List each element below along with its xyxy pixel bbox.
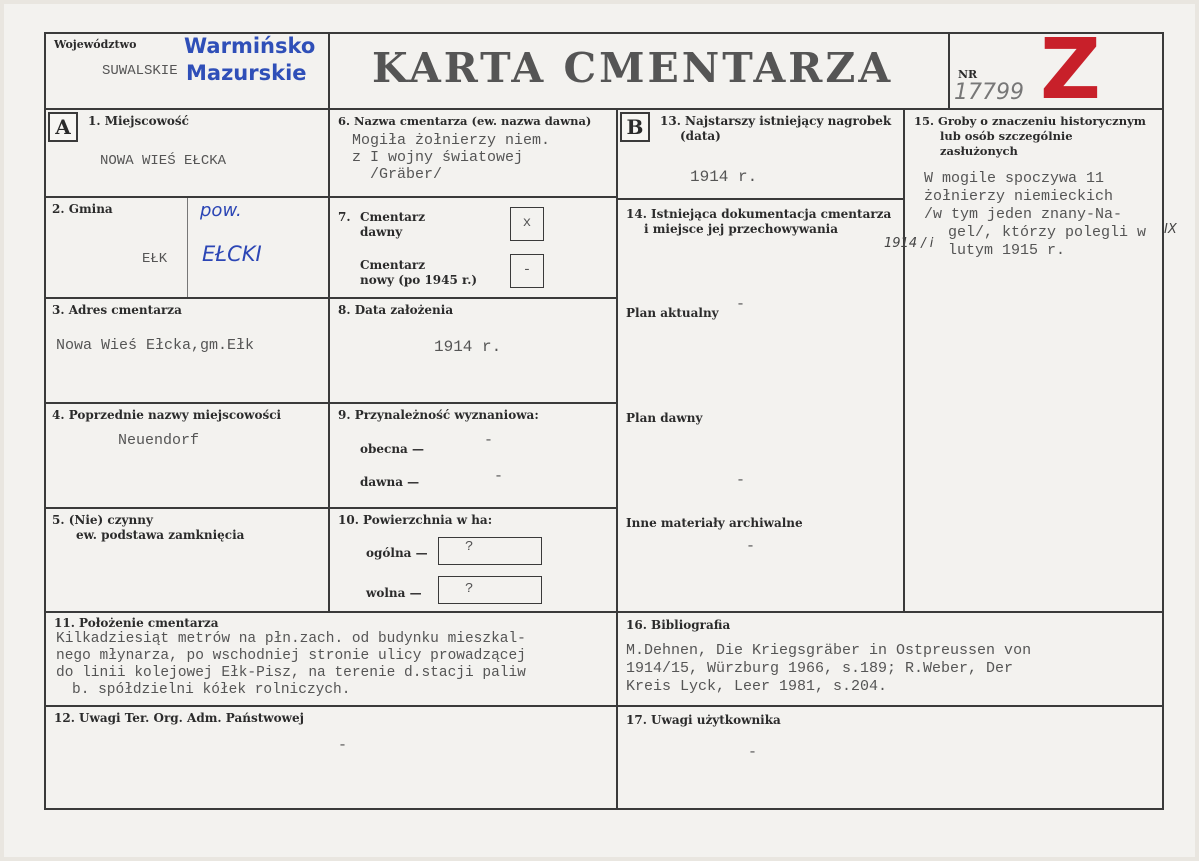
field-11-line-1: Kilkadziesiąt metrów na płn.zach. od budynku mieszkal- — [56, 631, 526, 647]
field-15-line-1: W mogile spoczywa 11 — [924, 170, 1105, 187]
field-9-former-value: - — [494, 468, 504, 485]
field-9-label: 9. Przynależność wyznaniowa: — [338, 408, 539, 422]
cemetery-card — [4, 4, 1195, 857]
field-13-label-line-1: 13. Najstarszy istniejący nagrobek — [660, 114, 892, 128]
field-8-label: 8. Data założenia — [338, 303, 454, 317]
field-2-hand-value: EŁCKI — [202, 242, 262, 266]
field-7-old-line-1: Cmentarz — [360, 210, 426, 224]
field-14-plan-current: Plan aktualny — [626, 306, 719, 320]
field-14-label-line-2: i miejsce jej przechowywania — [644, 222, 839, 236]
field-10-free-label: wolna — — [366, 586, 422, 600]
field-3-label: 3. Adres cmentarza — [52, 303, 182, 317]
field-4-label: 4. Poprzednie nazwy miejscowości — [52, 408, 282, 422]
field-7-new-line-2: nowy (po 1945 r.) — [360, 273, 478, 287]
field-9-former-label: dawna — — [360, 475, 420, 489]
field-7-label: 7. — [338, 210, 351, 224]
header-divider-left — [328, 32, 330, 108]
card-title: KARTA CMENTARZA — [372, 44, 894, 92]
nr-label: NR — [958, 68, 978, 81]
field-14-other: Inne materiały archiwalne — [626, 516, 803, 530]
field-10-free-box: ? — [438, 576, 542, 604]
field-7-old-line-2: dawny — [360, 225, 403, 239]
field-11-label: 11. Położenie cmentarza — [54, 616, 219, 630]
field-12-label: 12. Uwagi Ter. Org. Adm. Państwowej — [54, 711, 304, 725]
field-5-label-line-1: 5. (Nie) czynny — [52, 513, 153, 527]
voivodeship-typed: SUWALSKIE — [102, 63, 178, 79]
field-2-label: 2. Gmina — [52, 202, 113, 216]
field-5-label-line-2: ew. podstawa zamknięcia — [76, 528, 245, 542]
field-7-new-checkbox: - — [510, 254, 544, 288]
section-a-box: A — [48, 112, 78, 142]
field-2-divider — [187, 198, 188, 297]
field-13-label-line-2: (data) — [680, 129, 721, 143]
field-1-value: NOWA WIEŚ EŁCKA — [100, 153, 227, 169]
stamp-line-1: Warmińsko — [184, 34, 316, 58]
field-9-current-label: obecna — — [360, 442, 425, 456]
field-15-line-2: żołnierzy niemieckich — [924, 188, 1114, 205]
field-14-other-value: - — [746, 538, 756, 555]
section-b-box: B — [620, 112, 650, 142]
row3-divider — [44, 402, 616, 404]
red-z-mark: Z — [1040, 20, 1101, 118]
field-2-value: EŁK — [142, 251, 168, 267]
field-6-line-3: /Gräber/ — [370, 166, 443, 183]
field-15-label-line-1: 15. Groby o znaczeniu historycznym — [914, 114, 1146, 128]
field-17-label: 17. Uwagi użytkownika — [626, 713, 781, 727]
field-6-line-2: z I wojny światowej — [352, 149, 524, 166]
field-10-total-label: ogólna — — [366, 546, 428, 560]
voivodeship-label: Województwo — [54, 38, 137, 51]
field-15-line-3: /w tym jeden znany-Na- — [924, 206, 1123, 223]
field-15-line-4: gel/, którzy polegli w — [948, 224, 1147, 241]
field-15-label-line-3: zasłużonych — [940, 144, 1018, 158]
field-4-value: Neuendorf — [118, 432, 200, 449]
field-10-total-box: ? — [438, 537, 542, 565]
field-11-line-4: b. spółdzielni kółek rolniczych. — [72, 682, 351, 698]
field-2-hand-pow: pow. — [200, 200, 242, 221]
field-14-plan-current-value: - — [736, 296, 746, 313]
header-divider — [44, 108, 1164, 110]
row5-divider — [44, 611, 1164, 613]
field-8-value: 1914 r. — [434, 338, 502, 356]
field-1-label: 1. Miejscowość — [88, 114, 189, 128]
field-11-line-3: do linii kolejowej Ełk-Pisz, na terenie d.stacji paliw — [56, 665, 526, 681]
field-14-plan-former: Plan dawny — [626, 411, 703, 425]
stamp-line-2: Mazurskie — [186, 61, 307, 85]
field-16-line-2: 1914/15, Würzburg 1966, s.189; R.Weber, Der — [626, 660, 1014, 677]
field-16-line-3: Kreis Lyck, Leer 1981, s.204. — [626, 678, 888, 695]
field-11-line-2: nego młynarza, po wschodniej stronie ulicy prowadzącej — [56, 648, 526, 664]
row1-divider-left — [44, 196, 616, 198]
field-15-margin-roman: IX — [1164, 222, 1177, 237]
field-15-margin-note: 1914 / i — [884, 236, 934, 251]
row6-divider — [44, 705, 1164, 707]
field-15-label-line-2: lub osób szczególnie — [940, 129, 1073, 143]
field-14-label-line-1: 14. Istniejąca dokumentacja cmentarza — [626, 207, 892, 221]
col-divider-3 — [903, 108, 905, 611]
row1-divider-b — [616, 198, 904, 200]
nr-value: 17799 — [954, 80, 1024, 105]
field-6-line-1: Mogiła żołnierzy niem. — [352, 132, 551, 149]
col-divider-2 — [616, 108, 618, 810]
field-7-old-checkbox: x — [510, 207, 544, 241]
field-9-current-value: - — [484, 432, 494, 449]
field-12-value: - — [338, 737, 348, 754]
field-17-value: - — [748, 744, 758, 761]
col-divider-1 — [328, 108, 330, 611]
field-6-label: 6. Nazwa cmentarza (ew. nazwa dawna) — [338, 114, 592, 128]
field-16-line-1: M.Dehnen, Die Kriegsgräber in Ostpreussen von — [626, 642, 1032, 659]
row4-divider — [44, 507, 616, 509]
row2-divider — [44, 297, 616, 299]
field-16-label: 16. Bibliografia — [626, 618, 731, 632]
field-15-line-5: lutym 1915 r. — [948, 242, 1066, 259]
field-3-value: Nowa Wieś Ełcka,gm.Ełk — [56, 337, 255, 354]
field-10-label: 10. Powierzchnia w ha: — [338, 513, 493, 527]
header-divider-right — [948, 32, 950, 108]
field-7-new-line-1: Cmentarz — [360, 258, 426, 272]
field-13-value: 1914 r. — [690, 168, 758, 186]
field-14-plan-former-value: - — [736, 472, 746, 489]
